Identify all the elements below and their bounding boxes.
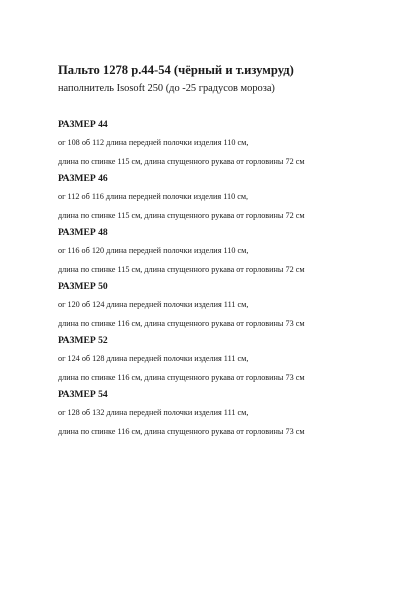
size-heading: РАЗМЕР 48 — [58, 227, 108, 238]
size-measurements-line: ог 120 об 124 длина передней полочки изделия 111 см, — [58, 300, 249, 309]
size-measurements-line: ог 108 об 112 длина передней полочки изделия 110 см, — [58, 138, 249, 147]
size-list — [58, 117, 388, 441]
size-lengths-line: длина по спинке 115 см, длина спущенного рукава от горловины 72 см — [58, 211, 305, 220]
document-page — [58, 62, 388, 441]
size-block-46 — [58, 171, 388, 225]
size-heading: РАЗМЕР 52 — [58, 335, 108, 346]
document-title: Пальто 1278 р.44-54 (чёрный и т.изумруд) — [58, 63, 294, 77]
size-lengths-line: длина по спинке 116 см, длина спущенного рукава от горловины 73 см — [58, 427, 305, 436]
size-lengths-line: длина по спинке 115 см, длина спущенного рукава от горловины 72 см — [58, 265, 305, 274]
size-measurements-line: ог 124 об 128 длина передней полочки изделия 111 см, — [58, 354, 249, 363]
size-heading: РАЗМЕР 54 — [58, 389, 108, 400]
size-block-44 — [58, 117, 388, 171]
size-lengths-line: длина по спинке 116 см, длина спущенного рукава от горловины 73 см — [58, 373, 305, 382]
size-block-48 — [58, 225, 388, 279]
size-measurements-line: ог 128 об 132 длина передней полочки изделия 111 см, — [58, 408, 249, 417]
size-block-50 — [58, 279, 388, 333]
size-heading: РАЗМЕР 44 — [58, 119, 108, 130]
size-block-52 — [58, 333, 388, 387]
size-lengths-line: длина по спинке 115 см, длина спущенного рукава от горловины 72 см — [58, 157, 305, 166]
size-block-54 — [58, 387, 388, 441]
size-measurements-line: ог 112 об 116 длина передней полочки изделия 110 см, — [58, 192, 249, 201]
document-subtitle: наполнитель Isosoft 250 (до -25 градусов мороза) — [58, 83, 275, 94]
size-lengths-line: длина по спинке 116 см, длина спущенного рукава от горловины 73 см — [58, 319, 305, 328]
size-heading: РАЗМЕР 46 — [58, 173, 108, 184]
size-heading: РАЗМЕР 50 — [58, 281, 108, 292]
size-measurements-line: ог 116 об 120 длина передней полочки изделия 110 см, — [58, 246, 249, 255]
